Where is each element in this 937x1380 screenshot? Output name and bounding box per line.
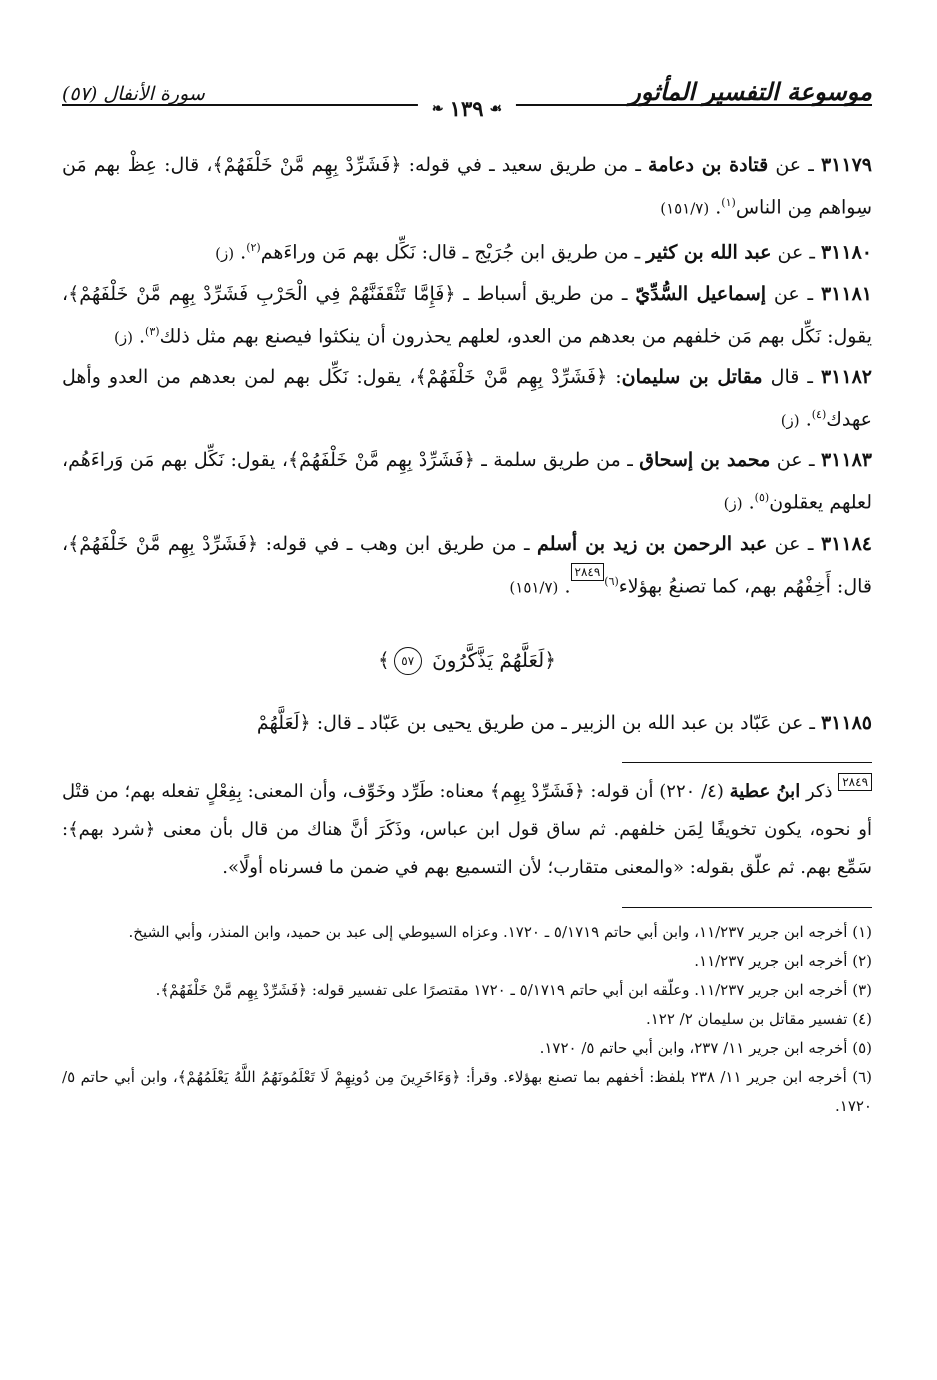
- footnote-separator: [622, 907, 872, 908]
- footnote: (٢) أخرجه ابن جرير ١١/٢٣٧.: [694, 951, 872, 970]
- surah-label: سورة الأنفال (٥٧): [62, 83, 205, 105]
- narrator-name: عبد الرحمن بن زيد بن أسلم: [537, 532, 768, 555]
- entry-intro: ـ عن: [768, 154, 821, 176]
- narration-entry: [62, 229, 872, 272]
- commentary-number: ٢٨٤٩: [838, 773, 872, 791]
- entry-number: ٣١١٨٥: [820, 711, 872, 734]
- entry-number: ٣١١٨٣: [820, 449, 872, 472]
- narrator-name: قتادة بن دعامة: [648, 154, 769, 176]
- commentary-note: [62, 773, 872, 887]
- narration-entry: [62, 525, 872, 606]
- narration-entry: [62, 358, 872, 439]
- footnotes: [62, 918, 872, 1121]
- source-ref: (ز): [780, 411, 800, 430]
- entry-number: ٣١١٧٩: [820, 154, 872, 176]
- footnote: (٤) تفسير مقاتل بن سليمان ٢/ ١٢٢.: [645, 1009, 872, 1028]
- entry-text: ـ من طريق أسباط ـ ﴿فَإِمَّا تَثْقَفَنَّهُمْ فِي الْحَرْبِ فَشَرِّدْ بِهِم مَّنْ خَلْفَهُمْ﴾، يقول: نَكِّل بهم مَن خلفهم من بعدهم من العدو، لعلهم يحذرون أن ينكثوا فيصنع بهم مثل ذلك: [62, 282, 872, 347]
- entry-punct: .: [558, 574, 571, 597]
- commentary-box-ref[interactable]: ٢٨٤٩: [571, 563, 605, 581]
- entry-punct: .: [709, 196, 722, 219]
- entry-punct: .: [234, 241, 247, 264]
- commentary-lead: ذكر: [800, 780, 839, 802]
- ornament-left-icon: ❧: [431, 100, 444, 117]
- entry-intro: ـ قال: [762, 365, 821, 388]
- source-ref: (١٥١/٧): [660, 199, 710, 218]
- footnote-ref: (٦): [604, 574, 619, 588]
- footnote-ref: (١): [721, 196, 736, 209]
- source-ref: (ز): [215, 244, 235, 263]
- entry-text: ـ من طريق ابن وهب ـ في قوله: ﴿فَشَرِّدْ بِهِم مَّنْ خَلْفَهُمْ﴾، قال: أَخِفْهُم بهم، كما تصنعُ بهؤلاء: [62, 532, 872, 597]
- entry-punct: .: [132, 324, 146, 347]
- narration-entry: [62, 704, 872, 742]
- narrator-name: عبد الله بن كثير: [646, 241, 772, 264]
- entry-intro: ـ عن: [771, 241, 821, 264]
- entry-number: ٣١١٨٠: [820, 241, 872, 264]
- commentator-name: ابنُ عطية: [729, 780, 801, 802]
- commentary-text: (٤/ ٢٢٠) أن قوله: ﴿فَشَرِّدْ بِهِم﴾ معناه: طَرِّد وخَوِّف، وأن المعنى: بِفِعْلٍ تفعله بهم؛ من قتْل أو نحوه، يكون تخويفًا لِمَن خلفهم. ثم ساق قول ابن عباس، وذَكَرَ أنَّ هناك من قال بأن معنى ﴿شرد بهم﴾: سَمِّع بهم. ثم علّق بقوله: «والمعنى متقارب؛ لأن التسميع بهم في ضمن ما فسرناه أولًا».: [62, 780, 872, 878]
- entry-text: ـ من طريق ابن جُرَيْج ـ قال: نَكِّل بهم مَن وراءَهم: [260, 241, 647, 264]
- entry-text: ـ من طريق يحيى بن عَبّاد ـ قال: ﴿لَعَلَّهُمْ: [256, 711, 573, 734]
- narration-entry: [62, 275, 872, 356]
- narrator-name: عَبّاد بن عبد الله بن الزبير: [572, 711, 772, 734]
- verse-close: ﴾: [377, 647, 390, 672]
- source-ref: (ز): [723, 494, 743, 513]
- footnote-ref: (٣): [145, 324, 160, 338]
- main-text: [62, 146, 872, 1121]
- commentary-separator: [622, 762, 872, 763]
- page-number: ١٣٩: [449, 96, 484, 121]
- narration-entry: [62, 441, 872, 522]
- verse-text: ﴿لَعَلَّهُمْ يَذَّكَّرُونَ: [432, 647, 556, 672]
- narrator-name: محمد بن إسحاق: [639, 449, 771, 472]
- verse-heading: [62, 640, 872, 680]
- entry-text: ـ من طريق سلمة ـ ﴿فَشَرِّدْ بِهِم مَّنْ خَلْفَهُمْ﴾، يقول: نَكِّل بهم مَن وَراءَهُم، لعلهم يعقلون: [62, 449, 872, 514]
- page: [62, 60, 872, 1121]
- narrator-name: إسماعيل السُّدِّيّ: [635, 282, 767, 305]
- footnote: (٥) أخرجه ابن جرير ١١/ ٢٣٧، وابن أبي حاتم ٥/ ١٧٢٠.: [539, 1038, 872, 1057]
- entry-intro: ـ عن: [770, 449, 821, 472]
- entry-number: ٣١١٨٤: [820, 532, 872, 555]
- footnote: (١) أخرجه ابن جرير ١١/٢٣٧، وابن أبي حاتم ٥/١٧١٩ ـ ١٧٢٠. وعزاه السيوطي إلى عبد بن حميد، وابن المنذر، وأبي الشيخ.: [128, 922, 872, 941]
- entry-number: ٣١١٨٢: [820, 365, 872, 388]
- source-ref: (١٥١/٧): [509, 577, 559, 596]
- footnote: (٦) أخرجه ابن جرير ١١/ ٢٣٨ بلفظ: أخفهم بما تصنع بهؤلاء. وقرأ: ﴿وَءَاخَرِينَ مِن دُونِهِمْ لَا تَعْلَمُونَهُمُ اللَّهُ يَعْلَمُهُمْ﴾، وابن أبي حاتم ٥/ ١٧٢٠.: [62, 1067, 872, 1115]
- footnote-ref: (٥): [754, 491, 770, 505]
- entry-text: : ﴿فَشَرِّدْ بِهِم مَّنْ خَلْفَهُمْ﴾، يقول: نَكِّل بهم لمن بعدهم من العدو وأهل عهدك: [62, 365, 872, 431]
- entry-punct: .: [799, 408, 812, 431]
- source-ref: (ز): [114, 327, 133, 346]
- entry-intro: ـ عن: [767, 532, 821, 555]
- entry-punct: .: [742, 491, 755, 514]
- footnote: (٣) أخرجه ابن جرير ١١/٢٣٧. وعلّقه ابن أبي حاتم ٥/١٧١٩ ـ ١٧٢٠ مقتصرًا على تفسير قوله: ﴿فَشَرِّدْ بِهِم مَّنْ خَلْفَهُمْ﴾.: [155, 980, 872, 999]
- footnote-ref: (٢): [246, 241, 261, 255]
- narration-entry: [62, 146, 872, 227]
- entry-text: ـ من طريق سعيد ـ في قوله: ﴿فَشَرِّدْ بِهِم مَّنْ خَلْفَهُمْ﴾، قال: عِظْ بهم مَن سِواهم مِن الناس: [62, 154, 872, 219]
- entry-intro: ـ عن: [766, 282, 821, 305]
- running-header: [62, 60, 872, 121]
- ornament-right-icon: ☙: [489, 100, 503, 117]
- footnote-ref: (٤): [811, 407, 827, 421]
- page-number-block: [418, 96, 516, 121]
- entry-number: ٣١١٨١: [820, 282, 872, 305]
- book-title: موسوعة التفسير المأثور: [629, 77, 872, 106]
- verse-number-icon: ٥٧: [394, 647, 422, 675]
- narrator-name: مقاتل بن سليمان: [621, 365, 763, 388]
- entry-intro: ـ عن: [771, 711, 821, 734]
